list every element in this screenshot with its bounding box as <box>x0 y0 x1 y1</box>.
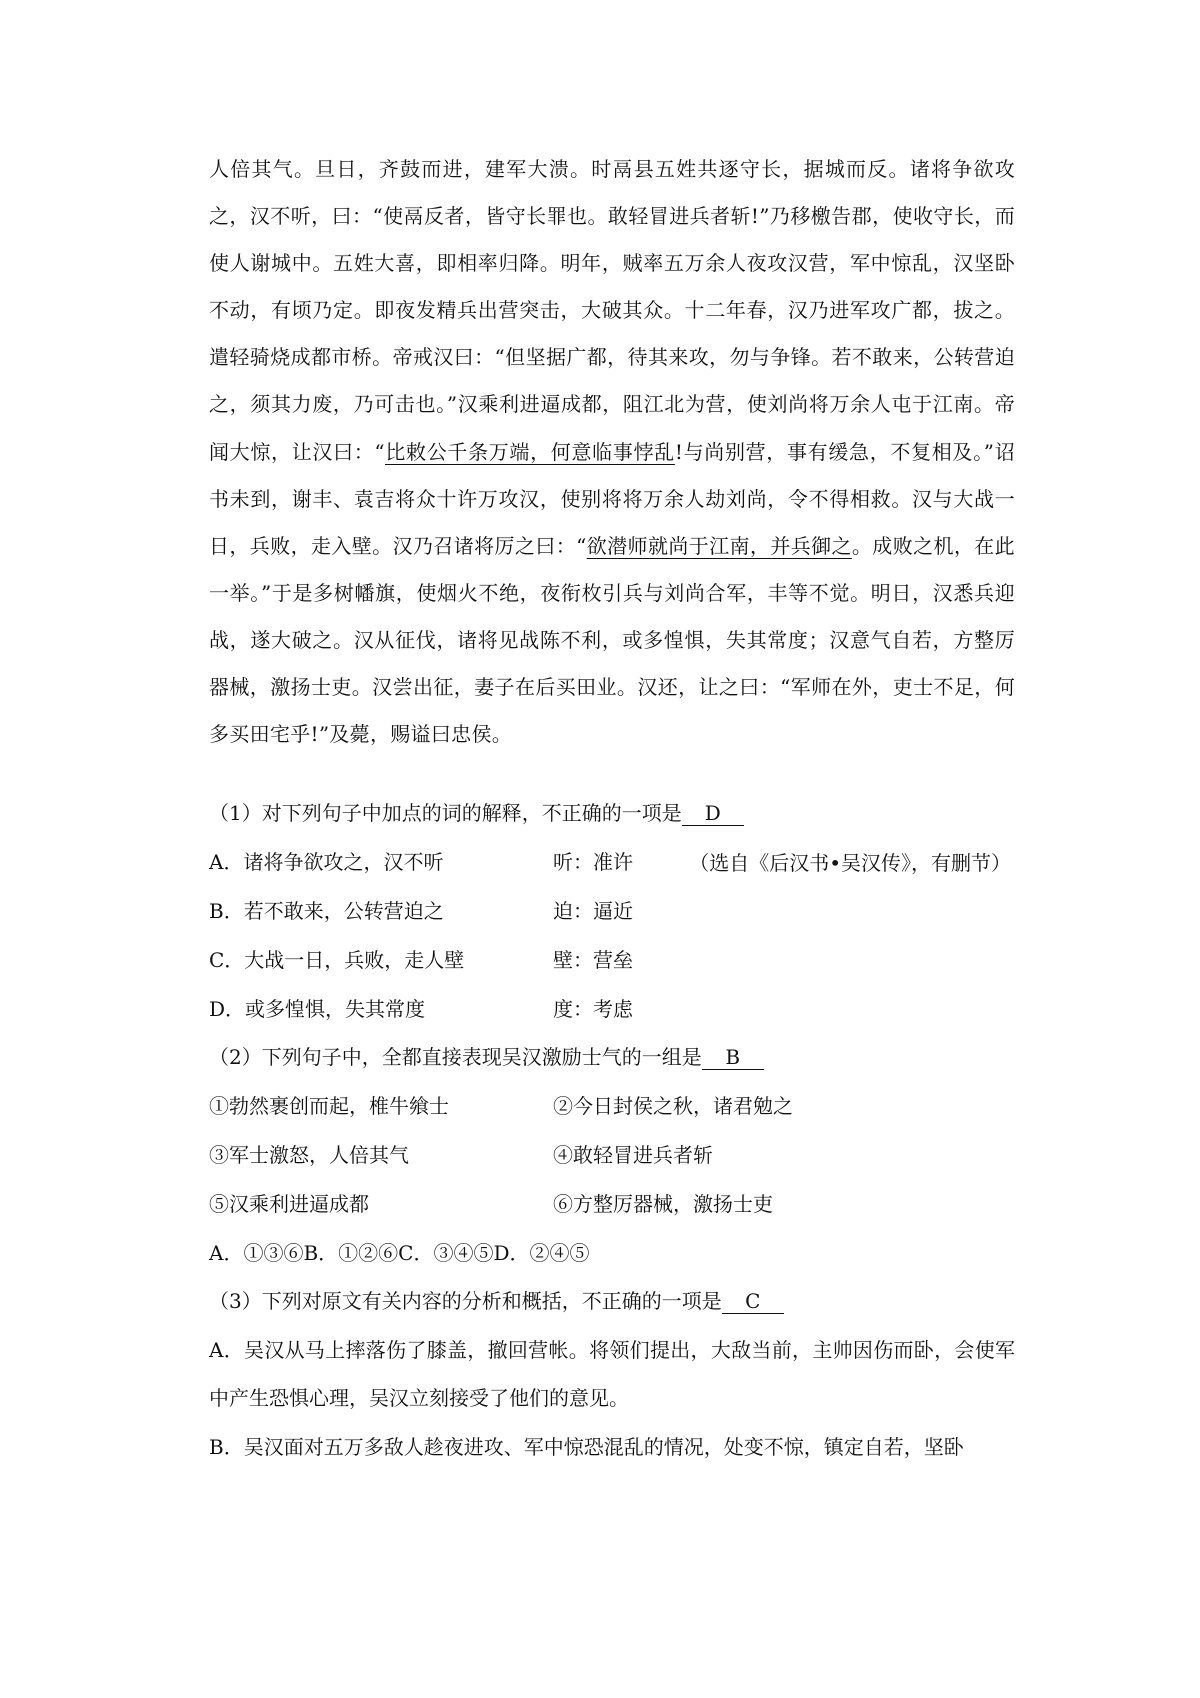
q1-option-d: D．或多惶惧，失其常度 <box>209 997 426 1021</box>
q3-answer: C <box>722 1289 784 1314</box>
q2-stem <box>209 1034 764 1081</box>
q2-item-5: ⑤汉乘利进逼成都 <box>209 1192 369 1216</box>
q1-stem <box>209 790 744 837</box>
q1-option-b-gloss: 迫：逼近 <box>553 899 633 923</box>
passage-text-3: 。成败之机，在此一举。”于是多树幡旗，使烟火不绝，夜衔枚引兵与刘尚合军，丰等不觉。明日，汉悉兵迎战，遂大破之。汉从征伐，诸将见战陈不利，或多惶惧，失其常度；汉意气自若，方整厉器械，激扬士吏。汉尝出征，妻子在后买田业。汉还，让之曰：“军师在外，吏士不足，何多买田宅乎!”及薨，赐谥曰忠侯。 <box>209 533 1015 747</box>
q1-option-a: A．诸将争欲攻之，汉不听 <box>209 850 444 874</box>
underlined-sentence-1: 比敕公千条万端，何意临事悖乱 <box>384 439 675 464</box>
passage-text-2: !与尚别营，事有缓急，不复相及。”诏书未到，谢丰、袁吉将众十许万攻汉，使别将将万余人劫刘尚，令不得相救。汉与大战一日，兵败，走入壁。汉乃召诸将厉之曰：“ <box>209 439 1015 558</box>
passage-text-1: 人倍其气。旦日，齐鼓而进，建军大溃。时鬲县五姓共逐守长，据城而反。诸将争欲攻之，汉不听，曰：“使鬲反者，皆守长罪也。敢轻冒进兵者斩!”乃移檄告郡，使收守长，而使人谢城中。五姓大喜，即相率归降。明年，贼率五万余人夜攻汉营，军中惊乱，汉坚卧不动，有顷乃定。即夜发精兵出营突击，大破其众。十二年春，汉乃进军攻广都，拔之。遣轻骑烧成都市桥。帝戒汉曰：“但坚据广都，待其来攻，勿与争锋。若不敢来，公转营迫之，须其力废，乃可击也。”汉乘利进逼成都，阻江北为营，使刘尚将万余人屯于江南。帝闻大惊，让汉曰：“ <box>209 157 1015 464</box>
q3-stem-text: （3）下列对原文有关内容的分析和概括，不正确的一项是 <box>209 1289 722 1313</box>
q1-stem-text: （1）对下列句子中加点的词的解释，不正确的一项是 <box>209 801 682 825</box>
q3-stem <box>209 1278 784 1325</box>
q3-option-a: A．吴汉从马上摔落伤了膝盖，撤回营帐。将领们提出，大敌当前，主帅因伤而卧，会使军中产生恐惧心理，吴汉立刻接受了他们的意见。 <box>209 1338 1015 1410</box>
q2-choices: A．①③⑥B．①②⑥C．③④⑤D．②④⑤ <box>209 1241 590 1265</box>
q2-item-3: ③军士激怒，人倍其气 <box>209 1143 409 1167</box>
classical-passage <box>209 146 1015 758</box>
q2-item-2: ②今日封侯之秋，诸君勉之 <box>553 1094 793 1118</box>
q2-item-1: ①勃然裹创而起，椎牛飨士 <box>209 1094 449 1118</box>
q1-option-c-gloss: 壁：营垒 <box>553 948 633 972</box>
underlined-sentence-2: 欲潜师就尚于江南，并兵御之 <box>586 533 852 558</box>
q2-answer: B <box>702 1045 764 1070</box>
q1-option-d-gloss: 度：考虑 <box>553 997 633 1021</box>
q1-answer: D <box>682 801 744 826</box>
source-citation: （选自《后汉书•吴汉传》，有删节） <box>689 851 1011 875</box>
q2-item-4: ④敢轻冒进兵者斩 <box>553 1143 713 1167</box>
q1-option-a-gloss: 听：准许 <box>553 850 633 874</box>
q2-stem-text: （2）下列句子中，全都直接表现吴汉激励士气的一组是 <box>209 1045 702 1069</box>
q1-option-b: B．若不敢来，公转营迫之 <box>209 899 444 923</box>
q1-option-c: C．大战一日，兵败，走人壁 <box>209 948 465 972</box>
q3-option-b: B．吴汉面对五万多敌人趁夜进攻、军中惊恐混乱的情况，处变不惊，镇定自若，坚卧 <box>209 1435 964 1459</box>
q2-item-6: ⑥方整厉器械，激扬士吏 <box>553 1192 773 1216</box>
